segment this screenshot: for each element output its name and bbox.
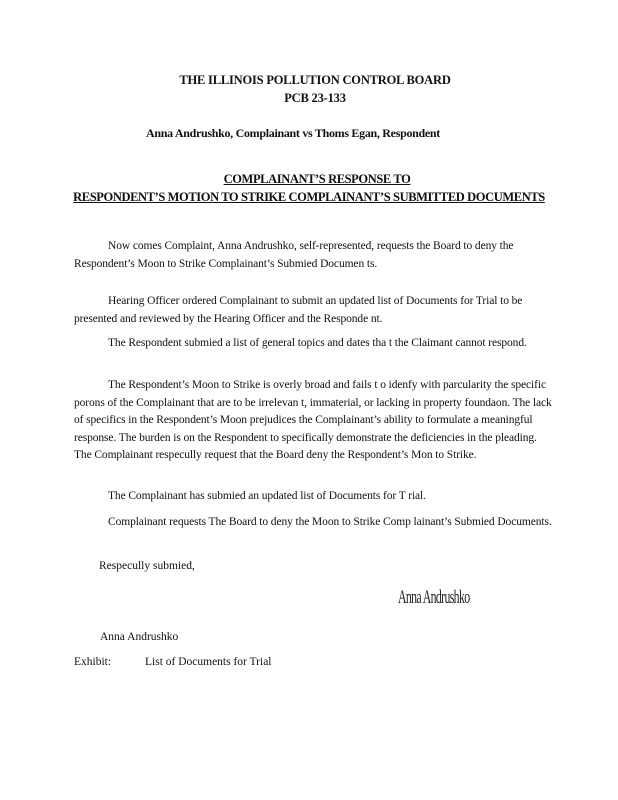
body-paragraph-4: The Respondent’s Moon to Strike is overly broad and fails t o idenfy with parcularity the specific porons of the Complainant that are to be irrelevan t, immaterial, or lacking in property foundaon. The lack of specifics in the Respondent’s Moon prejudices the Complainant’s ability to formulate a meaningful response. The burden is on the Respondent to specifically demonstrate the deficiencies in the pleading. The Complainant respecully request that the Board deny the Respondent’s Mon to Strike. bbox=[74, 379, 552, 461]
closing-salutation: Respecully submied, bbox=[99, 560, 195, 572]
handwritten-signature: Anna Andrushko bbox=[398, 587, 470, 608]
signer-name: Anna Andrushko bbox=[100, 631, 179, 643]
board-title: THE ILLINOIS POLLUTION CONTROL BOARD bbox=[179, 73, 451, 87]
body-paragraph-1: Now comes Complaint, Anna Andrushko, self-represented, requests the Board to deny the Respondent’s Moon to Strike Complainant’s Submied Documen ts. bbox=[74, 240, 514, 270]
body-paragraph-5: The Complainant has submied an updated list of Documents for T rial. bbox=[108, 490, 426, 502]
exhibit-value: List of Documents for Trial bbox=[145, 656, 272, 668]
document-title-line-2: RESPONDENT’S MOTION TO STRIKE COMPLAINANT’S SUBMITTED DOCUMENTS bbox=[73, 190, 545, 204]
body-paragraph-3: The Respondent submied a list of general topics and dates tha t the Claimant cannot respond. bbox=[108, 337, 527, 349]
exhibit-line bbox=[74, 656, 272, 668]
body-paragraph-6: Complainant requests The Board to deny the Moon to Strike Comp lainant’s Submied Documents. bbox=[108, 516, 552, 528]
case-parties: Anna Andrushko, Complainant vs Thoms Egan, Respondent bbox=[146, 126, 440, 140]
exhibit-label: Exhibit: bbox=[74, 656, 112, 668]
case-number: PCB 23-133 bbox=[284, 91, 346, 105]
document-title-line-1: COMPLAINANT’S RESPONSE TO bbox=[223, 172, 411, 186]
body-paragraph-2: Hearing Officer ordered Complainant to submit an updated list of Documents for Trial to be presented and reviewed by the Hearing Officer and the Responde nt. bbox=[74, 295, 523, 325]
